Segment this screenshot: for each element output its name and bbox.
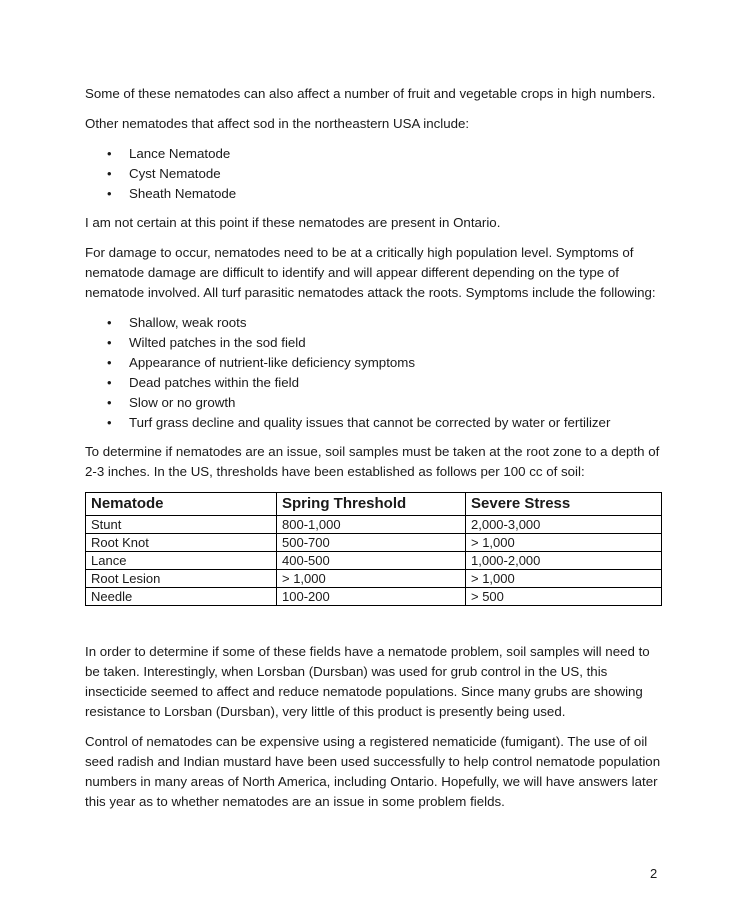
table-cell: Root Knot [86, 534, 277, 552]
paragraph-other-nematodes: Other nematodes that affect sod in the northeastern USA include: [85, 116, 470, 131]
list-item-text: Slow or no growth [129, 395, 236, 410]
document-body [85, 84, 667, 822]
bullet-icon: • [107, 315, 112, 330]
table-cell: > 1,000 [277, 570, 466, 588]
table-cell: Lance [86, 552, 277, 570]
paragraph-ontario: I am not certain at this point if these nematodes are present in Ontario. [85, 215, 501, 230]
paragraph-lorsban: In order to determine if some of these fields have a nematode problem, soil samples will need to be taken. Interestingly, when Lorsban (Dursban) was used for grub control in the US, this insecticide seemed to affect and reduce nematode populations. Since many grubs are showing resistance to Lorsban (Dursban), very little of this product is presently being used. [85, 644, 650, 719]
bullet-icon: • [107, 415, 112, 430]
list-item [85, 393, 667, 413]
threshold-table [85, 492, 662, 606]
page-number: 2 [650, 866, 658, 881]
table-cell: Stunt [86, 516, 277, 534]
list-item-text: Cyst Nematode [129, 166, 221, 181]
table-cell: > 1,000 [466, 570, 662, 588]
header-spring-threshold: Spring Threshold [277, 493, 466, 516]
table-row [86, 570, 662, 588]
paragraph-damage: For damage to occur, nematodes need to be at a critically high population level. Symptoms of nematode damage are difficult to identify and will appear different depending on the type of nematode involved. All turf parasitic nematodes attack the roots. Symptoms include the following: [85, 245, 656, 300]
list-item [85, 333, 667, 353]
header-nematode: Nematode [86, 493, 277, 516]
table-cell: 1,000-2,000 [466, 552, 662, 570]
list-item [85, 373, 667, 393]
bullet-icon: • [107, 335, 112, 350]
list-item [85, 353, 667, 373]
bullet-icon: • [107, 146, 112, 161]
table-row [86, 588, 662, 606]
paragraph-control: Control of nematodes can be expensive using a registered nematicide (fumigant). The use of oil seed radish and Indian mustard have been used successfully to help control nematode population numbers in many areas of North America, including Ontario. Hopefully, we will have answers later this year as to whether nematodes are an issue in some problem fields. [85, 734, 661, 809]
bullet-icon: • [107, 395, 112, 410]
list-item-text: Shallow, weak roots [129, 315, 247, 330]
paragraph-soil-samples: To determine if nematodes are an issue, soil samples must be taken at the root zone to a depth of 2-3 inches. In the US, thresholds have been established as follows per 100 cc of soil: [85, 444, 660, 479]
table-row [86, 552, 662, 570]
table-cell: > 1,000 [466, 534, 662, 552]
table-cell: 500-700 [277, 534, 466, 552]
table-row [86, 516, 662, 534]
bullet-icon: • [107, 355, 112, 370]
list-item-text: Wilted patches in the sod field [129, 335, 306, 350]
list-item [85, 144, 667, 164]
list-item [85, 313, 667, 333]
list-item [85, 164, 667, 184]
table-cell: Root Lesion [86, 570, 277, 588]
bullet-icon: • [107, 375, 112, 390]
table-header-row [86, 493, 662, 516]
table-cell: 800-1,000 [277, 516, 466, 534]
bullet-icon: • [107, 186, 112, 201]
table-cell: Needle [86, 588, 277, 606]
table-row [86, 534, 662, 552]
table-cell: > 500 [466, 588, 662, 606]
nematode-list [85, 144, 667, 204]
header-severe-stress: Severe Stress [466, 493, 662, 516]
list-item-text: Dead patches within the field [129, 375, 300, 390]
bullet-icon: • [107, 166, 112, 181]
symptom-list [85, 313, 667, 433]
table-cell: 100-200 [277, 588, 466, 606]
list-item [85, 413, 667, 433]
table-cell: 2,000-3,000 [466, 516, 662, 534]
list-item-text: Turf grass decline and quality issues that cannot be corrected by water or fertilizer [129, 415, 611, 430]
list-item-text: Appearance of nutrient-like deficiency symptoms [129, 355, 416, 370]
table-cell: 400-500 [277, 552, 466, 570]
list-item [85, 184, 667, 204]
list-item-text: Sheath Nematode [129, 186, 237, 201]
list-item-text: Lance Nematode [129, 146, 231, 161]
paragraph-crops: Some of these nematodes can also affect a number of fruit and vegetable crops in high numbers. [85, 86, 656, 101]
